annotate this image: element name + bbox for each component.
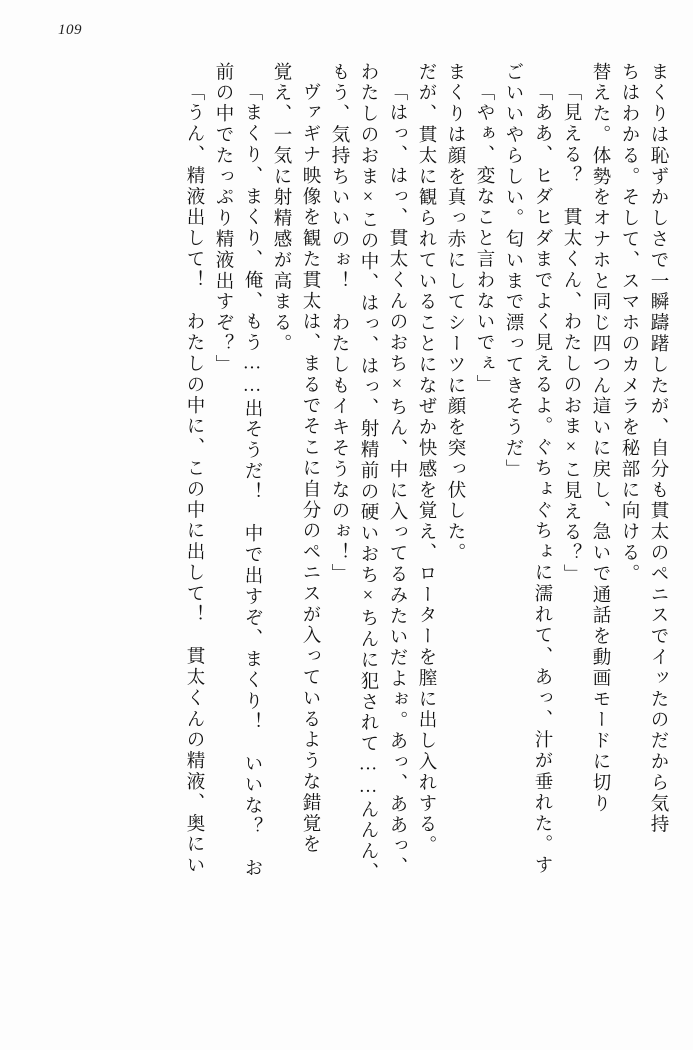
text-line: 替えた。体勢をオナホと同じ四つん這いに戻し、急いで通話を動画モードに切り bbox=[590, 62, 610, 815]
text-line: ちはわかる。そして、スマホのカメラを秘部に向ける。 bbox=[619, 62, 639, 585]
text-line: ヴァギナ映像を観た貫太は、まるでそこに自分のペニスが入っているような錯覚を bbox=[300, 82, 320, 856]
text-line: ごいいやらしい。匂いまで漂ってきそうだ」 bbox=[503, 62, 523, 480]
text-line: 「まくり、まくり、俺、もう……出そうだ！ 中で出すぞ、まくり！ いいな？ お bbox=[242, 82, 262, 880]
text-line: 「やぁ、変なこと言わないでぇ」 bbox=[474, 82, 494, 396]
text-line: まくりは恥ずかしさで一瞬躊躇したが、自分も貫太のペニスでイッたのだから気持 bbox=[648, 62, 668, 836]
text-line: 前の中でたっぷり精液出すぞ？」 bbox=[213, 62, 233, 376]
text-line: もう、気持ちいいのぉ！ わたしもイキそうなのぉ！」 bbox=[329, 62, 349, 585]
text-line: 覚え、一気に射精感が高まる。 bbox=[271, 62, 291, 355]
text-line: だが、貫太に観られていることになぜか快感を覚え、ローターを膣に出し入れする。 bbox=[416, 62, 436, 857]
page-number: 109 bbox=[58, 22, 82, 38]
vertical-text-body bbox=[28, 62, 667, 1027]
text-line: 「うん、精液出して！ わたしの中に、この中に出して！ 貫太くんの精液、奥にい bbox=[184, 82, 204, 877]
text-line: わたしのおま×この中、はっ、はっ、射精前の硬いおち×ちんに犯されて……んんん、 bbox=[358, 62, 378, 884]
text-line: まくりは顔を真っ赤にしてシーツに顔を突っ伏した。 bbox=[445, 62, 465, 564]
text-line: 「はっ、はっ、貫太くんのおち×ちん、中に入ってるみたいだよぉ。あっ、ああっ、 bbox=[387, 82, 407, 878]
text-line: 「ああ、ヒダヒダまでよく見えるよ。ぐちょぐちょに濡れて、あっ、汁が垂れた。す bbox=[532, 82, 552, 877]
text-line: 「見える？ 貫太くん、わたしのおま×こ見える？」 bbox=[561, 82, 581, 586]
